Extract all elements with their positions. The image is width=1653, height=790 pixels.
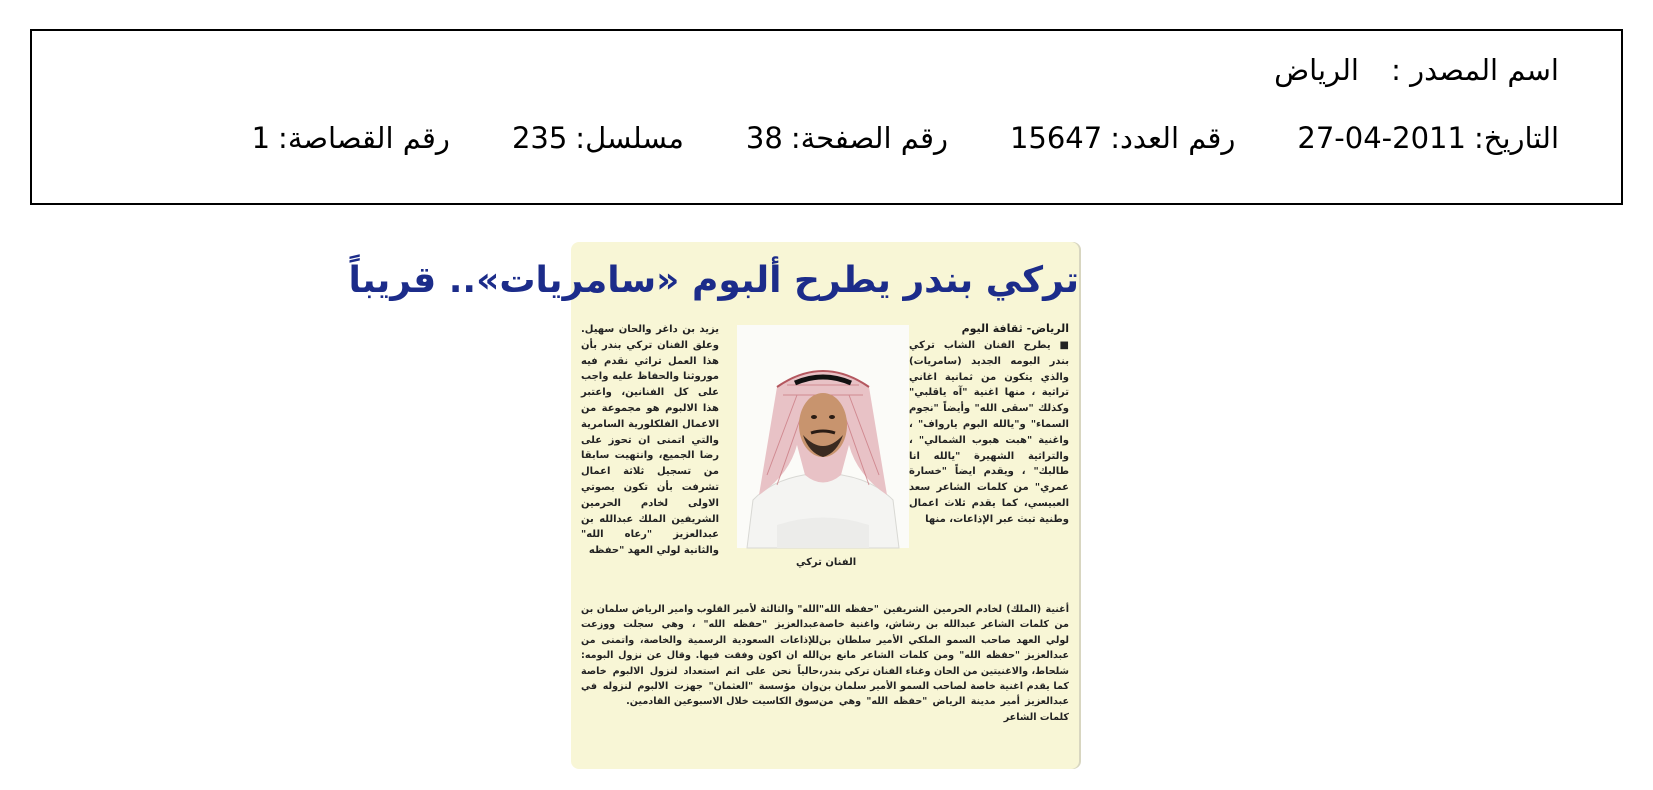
article-text-bottom-right: أغنية (الملك) لخادم الحرمين الشريفين "حفظه الله" من كلمات الشاعر عبدالله بن رشاش، واغنية خاصة لولي العهد صاحب السمو الملكي الأمير سلطان بن عبدالعزيز "حفظه الله" ومن كلمات الشاعر مانع بن شلحاط، والاغنيتين من الحان وغناء الفنان تركي بندر، كما يقدم اغنية خاصة لصاحب السمو الأمير سلمان بن عبدالعزيز أمير مدينة الرياض "حفظه الله" وهي من كلمات الشاعر	[819, 604, 1069, 723]
date-label: التاريخ:	[1473, 121, 1559, 155]
date-field	[1297, 121, 1559, 155]
singer-portrait-illustration	[737, 325, 909, 548]
date-value: 27-04-2011	[1297, 121, 1466, 155]
source-row	[1274, 53, 1559, 87]
clip-field	[252, 121, 450, 155]
page-value: 38	[745, 121, 783, 155]
issue-label: رقم العدد:	[1110, 121, 1236, 155]
serial-label: مسلسل:	[575, 121, 684, 155]
source-label: اسم المصدر :	[1391, 53, 1559, 87]
singer-photo	[737, 325, 909, 548]
article-column-right	[909, 338, 1069, 528]
source-value: الرياض	[1274, 53, 1359, 87]
article-headline: تركي بندر يطرح ألبوم «سامريات».. قريباً	[348, 260, 1079, 301]
article-column-left	[581, 322, 719, 559]
article-byline: الرياض- ثقافة اليوم	[961, 322, 1069, 335]
article-text-left: يزيد بن داغر والحان سهيل. وعلق الفنان تركي بندر بأن هذا العمل تراثي نقدم فيه موروثنا والحفاظ عليه واجب على كل الفنانين، واعتبر هذا الالبوم هو مجموعة من الاعمال الفلكلورية السامرية والتي اتمنى ان تحوز على رضا الجميع، وانتهيت سابقا من تسجيل ثلاثة اعمال تشرفت بأن تكون بصوتي الاولى لخادم الحرمين الشريفين الملك عبدالله بن عبدالعزيز "رعاه الله" والثانية لولي العهد "حفظه	[581, 324, 719, 557]
serial-value: 235	[511, 121, 568, 155]
issue-value: 15647	[1009, 121, 1103, 155]
article-column-bottom-right	[819, 602, 1069, 725]
details-row	[252, 121, 1559, 155]
newspaper-clipping	[348, 242, 1079, 769]
article-column-bottom-left	[581, 602, 819, 710]
page-field	[746, 121, 948, 155]
clipping-metadata-box	[30, 29, 1623, 205]
photo-caption: الفنان تركي	[796, 557, 857, 568]
clip-value: 1	[251, 121, 271, 155]
article-text-bottom-left: الله" والثالثة لأمير القلوب وامير الرياض سلمان بن عبدالعزيز "حفظه الله" ، وهي سجلت ووزعت للإذاعات السعودية الرسمية والخاصة، واتمنى من الله ان اكون وفقت فيها. وقال عن نزول البومه: حالياً نحن على اتم استعداد لنزول الالبوم خاصة وان مؤسسة "العثمان" جهزت الالبوم لنزوله في سوق الكاسيت خلال الاسبوعين القادمين.	[581, 604, 819, 708]
clip-label: رقم القصاصة:	[278, 121, 450, 155]
page-label: رقم الصفحة:	[790, 121, 948, 155]
issue-field	[1010, 121, 1235, 155]
serial-field	[512, 121, 684, 155]
article-text-right: ■ يطرح الفنان الشاب تركي بندر البومه الجديد (سامريات) والذي يتكون من ثمانية اغاني تراثية ، منها اغنية "آه ياقلبي" وكذلك "سقى الله" وأيضاً "نجوم السماء" و"يالله البوم يارواف" ، واغنية "هبت هبوب الشمالي" ، والتراثية الشهيرة "يالله انا طالبك" ، ويقدم ايضاً "خسارة عمري" من كلمات الشاعر سعد العبيسي، كما يقدم ثلاث اعمال وطنية تبث عبر الإذاعات، منها	[909, 340, 1069, 525]
